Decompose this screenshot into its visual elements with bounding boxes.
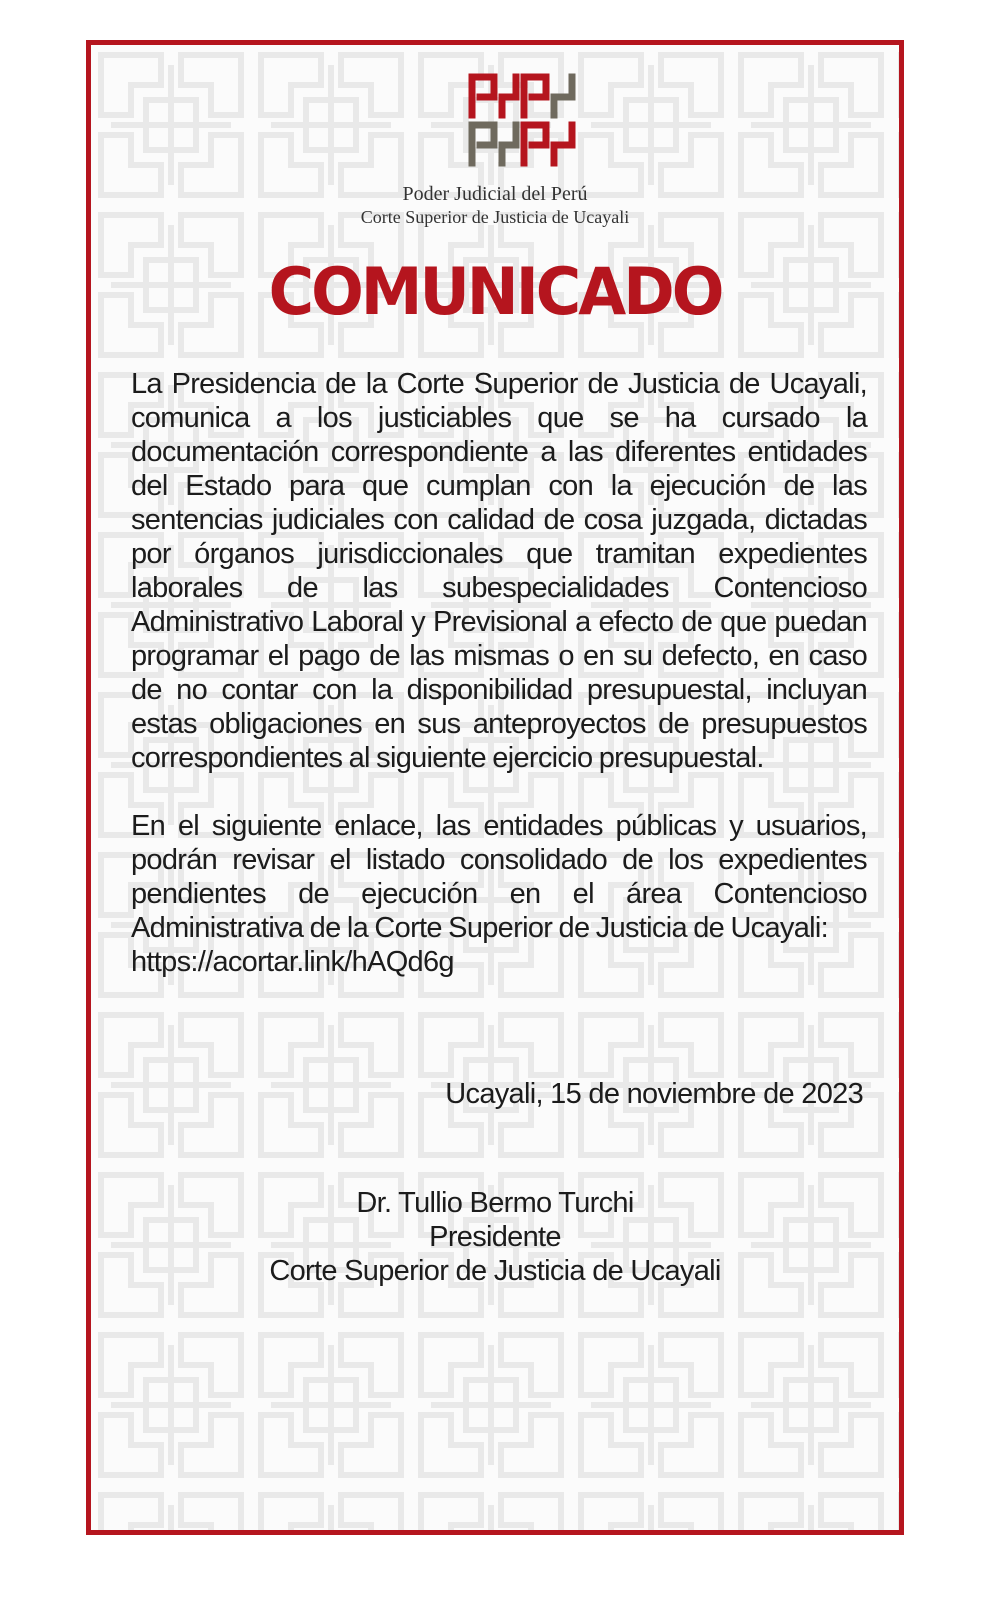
body-paragraph-2-text: En el siguiente enlace, las entidades públicas y usuarios, podrán revisar el listado consolidado de los expedientes pendientes de ejecución en el área Contencioso Administrativa de la Corte Superior de Justicia de Ucayali:: [131, 810, 867, 944]
dateline: Ucayali, 15 de noviembre de 2023: [445, 1078, 863, 1110]
consolidated-list-link[interactable]: https://acortar.link/hAQd6g: [131, 946, 454, 978]
signatory-role: Presidente: [429, 1221, 561, 1253]
document-frame: [86, 40, 904, 1535]
signatory-organization: Corte Superior de Justicia de Ucayali: [269, 1255, 721, 1287]
court-name: Corte Superior de Justicia de Ucayali: [360, 207, 630, 227]
poder-judicial-logo: [466, 71, 581, 169]
signature-block: [91, 1186, 904, 1288]
institution-name: Poder Judicial del Perú: [402, 183, 588, 205]
document-title: COMUNICADO: [268, 253, 722, 330]
signatory-name: Dr. Tullio Bermo Turchi: [356, 1187, 634, 1219]
body-paragraph-1: La Presidencia de la Corte Superior de Justicia de Ucayali, comunica a los justiciables que se ha cursado la documentación correspondiente a las diferentes entidades del Estado para que cumplan con la ejecución de las sentencias judiciales con calidad de cosa juzgada, dictadas por órganos jurisdiccionales que tramitan expedientes laborales de las subespecialidades Contencioso Administrativo Laboral y Previsional a efecto de que puedan programar el pago de las mismas o en su defecto, en caso de no contar con la disponibilidad presupuestal, incluyan estas obligaciones en sus anteproyectos de presupuestos correspondientes al siguiente ejercicio presupuestal.: [131, 368, 867, 774]
body-paragraph-2: [131, 809, 867, 979]
